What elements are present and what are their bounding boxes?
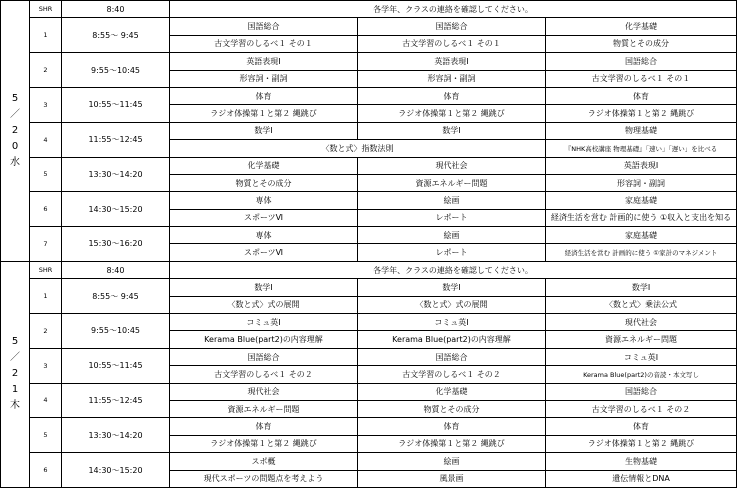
period-time: 15:30～16:20 bbox=[62, 227, 170, 262]
class-topic-merged: 〈数と式〉指数法則 bbox=[170, 140, 546, 157]
class-topic: 物質とその成分 bbox=[170, 174, 358, 191]
class-topic: レポート bbox=[358, 209, 546, 226]
class-topic: 物質とその成分 bbox=[358, 400, 546, 417]
period-time: 13:30～14:20 bbox=[62, 418, 170, 453]
class-topic: Kerama Blue(part2)の内容理解 bbox=[170, 331, 358, 348]
period-subject-row bbox=[1, 314, 737, 331]
shr-time: 8:40 bbox=[62, 1, 170, 18]
period-time: 9:55～10:45 bbox=[62, 53, 170, 88]
day-label bbox=[1, 261, 30, 487]
period-number: 6 bbox=[30, 192, 62, 227]
class-topic: 経済生活を営む 計画的に使う ①家計のマネジメント bbox=[546, 244, 737, 261]
day-label-char: 水 bbox=[10, 156, 20, 168]
day-label-char: 5 bbox=[11, 92, 19, 104]
class-subject: 数学Ⅰ bbox=[358, 122, 546, 139]
class-topic: 古文学習のしるべ１ その１ bbox=[170, 35, 358, 52]
shr-label: SHR bbox=[30, 261, 62, 278]
class-topic: 〈数と式〉式の展開 bbox=[170, 296, 358, 313]
class-topic: 物質とその成分 bbox=[546, 35, 737, 52]
period-time: 8:55～ 9:45 bbox=[62, 279, 170, 314]
class-topic: 遺伝情報とDNA bbox=[546, 470, 737, 487]
period-subject-row bbox=[1, 279, 737, 296]
period-number: 5 bbox=[30, 418, 62, 453]
period-number: 4 bbox=[30, 383, 62, 418]
class-subject: 体育 bbox=[546, 87, 737, 104]
period-subject-row bbox=[1, 157, 737, 174]
class-topic: 〈数と式〉乗法公式 bbox=[546, 296, 737, 313]
period-subject-row bbox=[1, 18, 737, 35]
period-subject-row bbox=[1, 383, 737, 400]
class-topic: 古文学習のしるべ１ その２ bbox=[546, 400, 737, 417]
class-topic: 資源エネルギー問題 bbox=[546, 331, 737, 348]
class-topic: ラジオ体操第１と第２ 縄跳び bbox=[546, 105, 737, 122]
period-number: 2 bbox=[30, 53, 62, 88]
period-time: 10:55～11:45 bbox=[62, 87, 170, 122]
class-subject: 数学Ⅰ bbox=[170, 122, 358, 139]
class-subject: 国語総合 bbox=[170, 348, 358, 365]
day-label-char: 5 bbox=[11, 336, 19, 348]
period-time: 9:55～10:45 bbox=[62, 314, 170, 349]
period-subject-row bbox=[1, 453, 737, 470]
class-subject: 絵画 bbox=[358, 227, 546, 244]
period-time: 11:55～12:45 bbox=[62, 122, 170, 157]
class-topic: レポート bbox=[358, 244, 546, 261]
class-subject: 生物基礎 bbox=[546, 453, 737, 470]
class-topic: 古文学習のしるべ１ その１ bbox=[358, 35, 546, 52]
class-topic: ラジオ体操第１と第２ 縄跳び bbox=[546, 435, 737, 452]
class-topic: ラジオ体操第１と第２ 縄跳び bbox=[170, 435, 358, 452]
period-subject-row bbox=[1, 87, 737, 104]
day-label bbox=[1, 1, 30, 262]
shr-notice: 各学年、クラスの連絡を確認してください。 bbox=[170, 1, 737, 18]
class-subject: 国語総合 bbox=[170, 18, 358, 35]
class-subject: 専体 bbox=[170, 192, 358, 209]
class-subject: 化学基礎 bbox=[170, 157, 358, 174]
class-subject: 体育 bbox=[170, 87, 358, 104]
class-subject: 国語総合 bbox=[358, 18, 546, 35]
period-subject-row bbox=[1, 227, 737, 244]
day-label-char: 2 bbox=[11, 124, 19, 136]
period-number: 3 bbox=[30, 348, 62, 383]
class-topic: 古文学習のしるべ１ その２ bbox=[170, 366, 358, 383]
class-subject: 英語表現Ⅰ bbox=[546, 157, 737, 174]
class-subject: 現代社会 bbox=[170, 383, 358, 400]
shr-label: SHR bbox=[30, 1, 62, 18]
class-subject: 数学Ⅰ bbox=[546, 279, 737, 296]
class-topic: 風景画 bbox=[358, 470, 546, 487]
class-topic: 現代スポーツの問題点を考えよう bbox=[170, 470, 358, 487]
class-subject: 数学Ⅰ bbox=[358, 279, 546, 296]
class-topic: 古文学習のしるべ１ その２ bbox=[358, 366, 546, 383]
period-time: 13:30～14:20 bbox=[62, 157, 170, 192]
class-subject: 化学基礎 bbox=[358, 383, 546, 400]
period-number: 2 bbox=[30, 314, 62, 349]
class-topic: Kerama Blue(part2)の音読・本文写し bbox=[546, 366, 737, 383]
class-subject: 専体 bbox=[170, 227, 358, 244]
class-topic: 資源エネルギー問題 bbox=[170, 400, 358, 417]
period-number: 1 bbox=[30, 18, 62, 53]
period-number: 6 bbox=[30, 453, 62, 488]
class-subject: 体育 bbox=[358, 87, 546, 104]
day-label-char: 0 bbox=[11, 140, 19, 152]
period-number: 5 bbox=[30, 157, 62, 192]
period-subject-row bbox=[1, 348, 737, 365]
day-label-char: 2 bbox=[11, 368, 19, 380]
period-subject-row bbox=[1, 53, 737, 70]
class-subject: 国語総合 bbox=[546, 383, 737, 400]
day-label-char: 木 bbox=[10, 400, 20, 412]
class-subject: 現代社会 bbox=[358, 157, 546, 174]
class-subject: 体育 bbox=[546, 418, 737, 435]
period-number: 1 bbox=[30, 279, 62, 314]
class-subject: 絵画 bbox=[358, 192, 546, 209]
class-topic: 資源エネルギー問題 bbox=[358, 174, 546, 191]
schedule-body bbox=[1, 1, 737, 488]
period-time: 8:55～ 9:45 bbox=[62, 18, 170, 53]
shr-row bbox=[1, 1, 737, 18]
class-topic: 『NHK高校講座 物理基礎』「速い」「遅い」を比べる bbox=[546, 140, 737, 157]
class-subject: 化学基礎 bbox=[546, 18, 737, 35]
class-topic: 形容詞・副詞 bbox=[358, 70, 546, 87]
shr-time: 8:40 bbox=[62, 261, 170, 278]
period-time: 14:30～15:20 bbox=[62, 453, 170, 488]
class-topic: 古文学習のしるべ１ その１ bbox=[546, 70, 737, 87]
period-number: 7 bbox=[30, 227, 62, 262]
class-topic: ラジオ体操第１と第２ 縄跳び bbox=[358, 105, 546, 122]
class-topic: ラジオ体操第１と第２ 縄跳び bbox=[358, 435, 546, 452]
class-topic: Kerama Blue(part2)の内容理解 bbox=[358, 331, 546, 348]
class-subject: 絵画 bbox=[358, 453, 546, 470]
period-time: 10:55～11:45 bbox=[62, 348, 170, 383]
period-time: 11:55～12:45 bbox=[62, 383, 170, 418]
class-subject: 現代社会 bbox=[546, 314, 737, 331]
class-subject: 国語総合 bbox=[546, 53, 737, 70]
class-subject: 物理基礎 bbox=[546, 122, 737, 139]
period-number: 3 bbox=[30, 87, 62, 122]
class-topic: ラジオ体操第１と第２ 縄跳び bbox=[170, 105, 358, 122]
class-subject: 体育 bbox=[358, 418, 546, 435]
class-subject: 体育 bbox=[170, 418, 358, 435]
day-label-char: ／ bbox=[10, 352, 20, 364]
class-subject: 家庭基礎 bbox=[546, 227, 737, 244]
period-subject-row bbox=[1, 122, 737, 139]
class-subject: 英語表現Ⅰ bbox=[170, 53, 358, 70]
class-subject: スポ概 bbox=[170, 453, 358, 470]
class-subject: 家庭基礎 bbox=[546, 192, 737, 209]
shr-notice: 各学年、クラスの連絡を確認してください。 bbox=[170, 261, 737, 278]
day-label-char: 1 bbox=[11, 384, 19, 396]
period-number: 4 bbox=[30, 122, 62, 157]
class-subject: コミュ英Ⅰ bbox=[170, 314, 358, 331]
period-time: 14:30～15:20 bbox=[62, 192, 170, 227]
shr-row bbox=[1, 261, 737, 278]
class-subject: 国語総合 bbox=[358, 348, 546, 365]
class-topic: 形容詞・副詞 bbox=[546, 174, 737, 191]
day-label-char: ／ bbox=[10, 108, 20, 120]
period-subject-row bbox=[1, 192, 737, 209]
class-topic: スポーツⅥ bbox=[170, 244, 358, 261]
class-topic: 経済生活を営む 計画的に使う ①収入と支出を知る bbox=[546, 209, 737, 226]
class-subject: コミュ英Ⅰ bbox=[546, 348, 737, 365]
class-topic: 形容詞・副詞 bbox=[170, 70, 358, 87]
class-topic: 〈数と式〉式の展開 bbox=[358, 296, 546, 313]
class-subject: 数学Ⅰ bbox=[170, 279, 358, 296]
class-subject: 英語表現Ⅰ bbox=[358, 53, 546, 70]
class-subject: コミュ英Ⅰ bbox=[358, 314, 546, 331]
period-subject-row bbox=[1, 418, 737, 435]
class-topic: スポーツⅥ bbox=[170, 209, 358, 226]
